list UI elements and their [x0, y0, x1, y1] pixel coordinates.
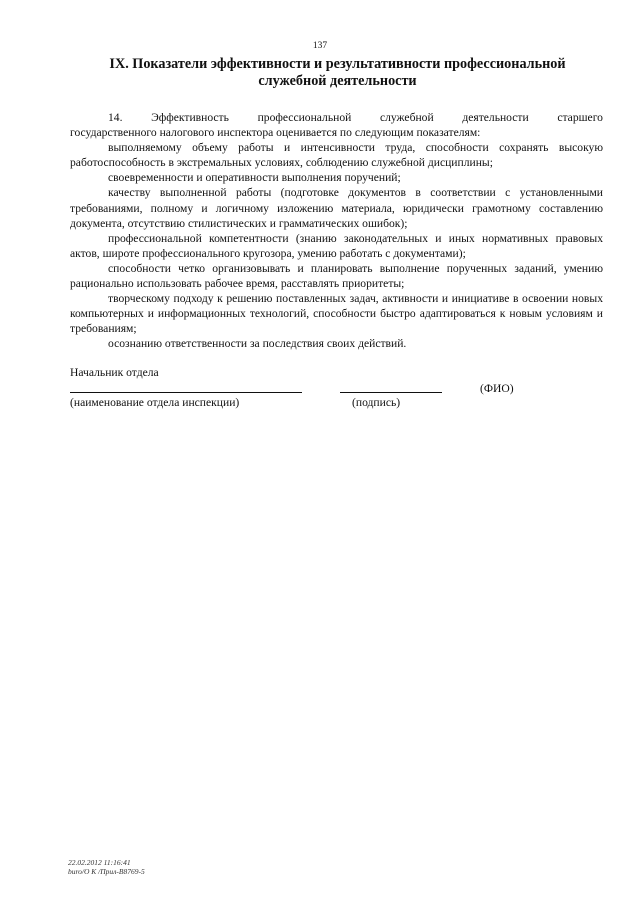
footer-timestamp: 22.02.2012 11:16:41 — [68, 858, 131, 867]
paragraph-word: служебной — [379, 111, 434, 124]
signature-caption: (подпись) — [352, 396, 401, 409]
indicator-item: творческому подходу к решению поставленных задач, активности и инициативе в освоении новых компьютерных и информационных технологий, способности быстро адаптироваться к новым условиям и требованиям; — [70, 292, 603, 336]
body-text — [70, 110, 603, 352]
indicator-item: своевременности и оперативности выполнения поручений; — [108, 171, 401, 185]
indicator-item: качеству выполненной работы (подготовке документов в соответствии с установленными требованиями, полному и логичному изложению материала, юридически грамотному составлению документа, отсутствию стилистических и грамматических ошибок); — [70, 186, 603, 230]
fio-label: (ФИО) — [480, 382, 514, 395]
section-title — [70, 56, 605, 90]
indicator-item: способности четко организовывать и планировать выполнение порученных заданий, умению рационально использовать рабочее время, расставлять приоритеты; — [70, 261, 603, 291]
page-number: 137 — [312, 41, 328, 51]
paragraph-14-first-line — [70, 110, 603, 125]
section-title-line-2: служебной деятельности — [258, 73, 417, 89]
paragraph-number: 14. — [108, 111, 123, 124]
section-title-line-1: IX. Показатели эффективности и результативности профессиональной — [109, 56, 566, 72]
paragraph-word: профессиональной — [257, 111, 352, 124]
paragraph-14-rest: государственного налогового инспектора оценивается по следующим показателям: — [70, 126, 481, 140]
footer-document-code: buro/O K /Прил-B8769-5 — [68, 867, 145, 876]
department-signature-line — [70, 392, 302, 393]
indicator-item: осознанию ответственности за последствия своих действий. — [108, 337, 407, 351]
signature-position-label: Начальник отдела — [70, 366, 159, 379]
signature-line — [340, 392, 442, 393]
indicator-item: профессиональной компетентности (знанию законодательных и иных нормативных правовых актов, широте профессионального кругозора, умению работать с документами); — [70, 231, 603, 260]
paragraph-word: Эффективность — [151, 111, 229, 124]
paragraph-word: деятельности — [462, 111, 529, 124]
department-caption: (наименование отдела инспекции) — [70, 396, 240, 409]
paragraph-word: старшего — [557, 111, 603, 124]
indicator-item: выполняемому объему работы и интенсивности труда, способности сохранять высокую работоспособность в экстремальных условиях, соблюдению служебной дисциплины; — [70, 141, 603, 170]
